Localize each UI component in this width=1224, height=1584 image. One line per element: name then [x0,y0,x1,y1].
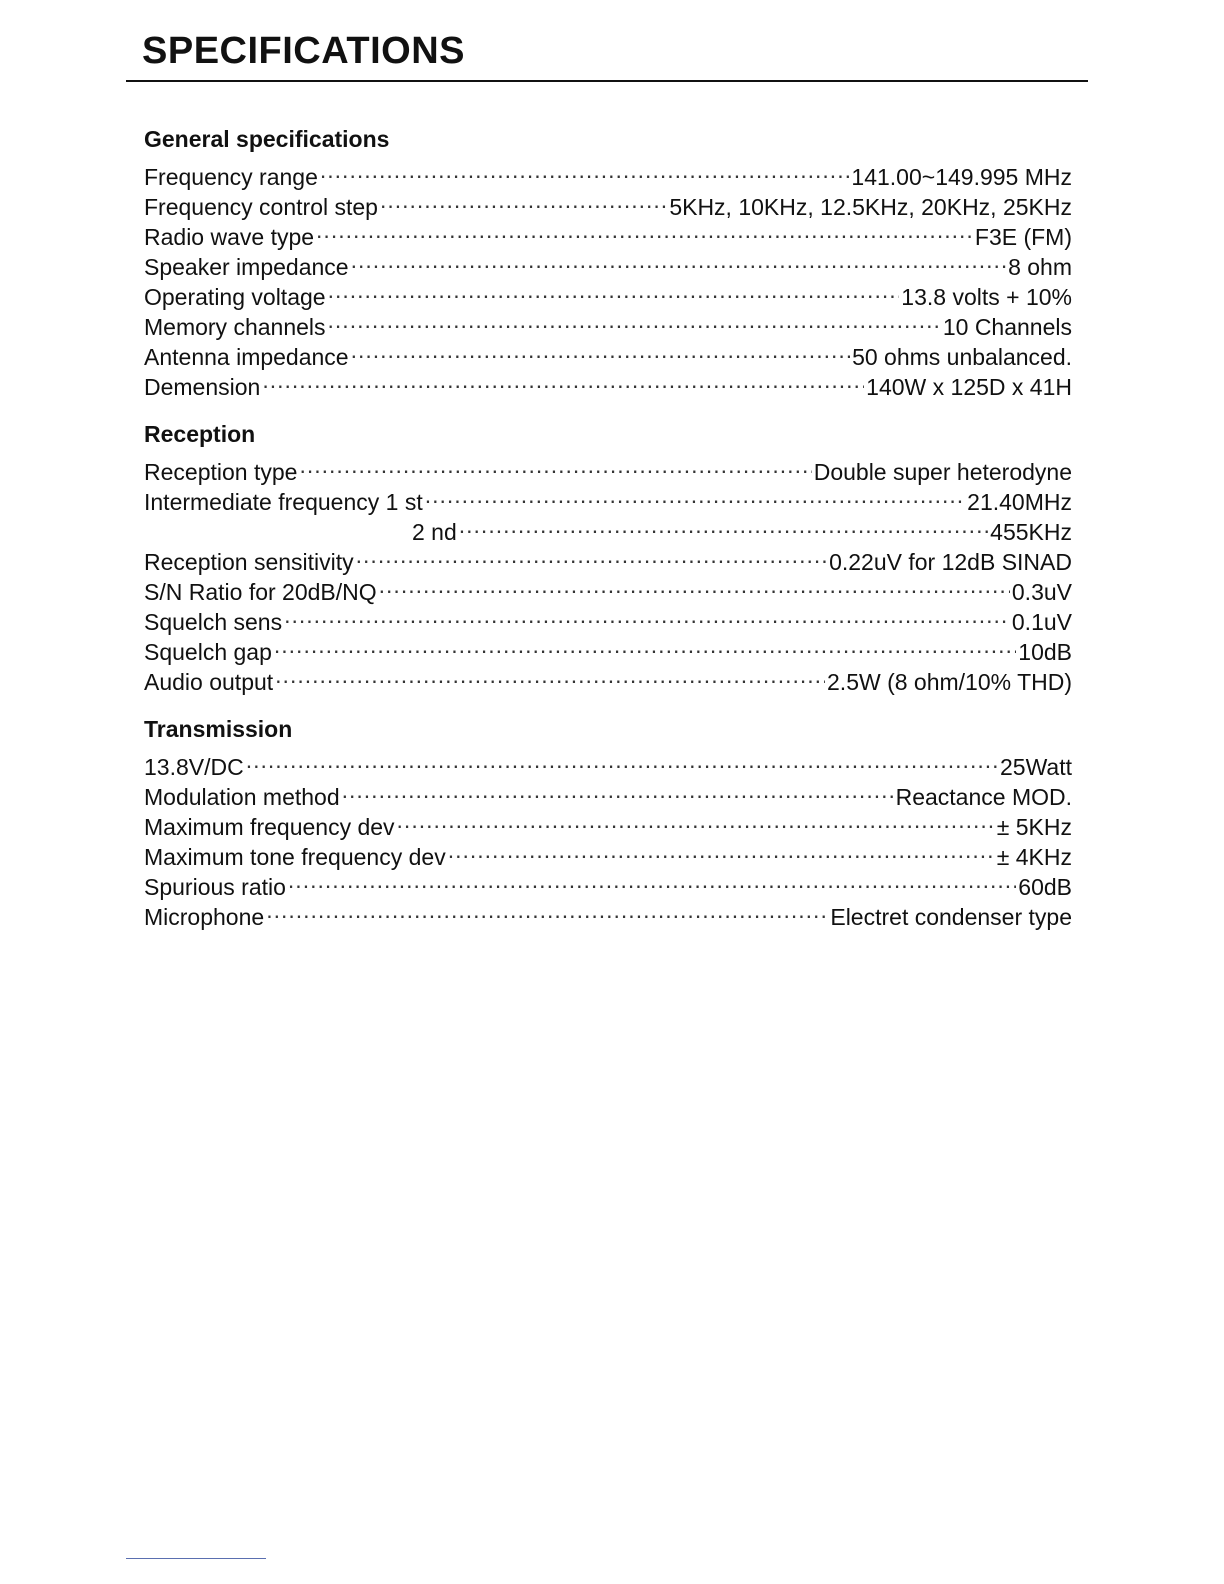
spec-label: Spurious ratio [144,874,286,900]
dot-leader [274,630,1016,660]
dot-leader [342,775,894,805]
spec-value: ± 5KHz [996,814,1072,840]
spec-value: 5KHz, 10KHz, 12.5KHz, 20KHz, 25KHz [669,194,1072,220]
spec-row-modulation-method [144,775,1072,810]
dot-leader [262,365,864,395]
spec-label: Antenna impedance [144,344,349,370]
dot-leader [397,805,995,835]
title-divider [126,80,1088,82]
spec-label: Frequency range [144,164,318,190]
spec-label: S/N Ratio for 20dB/NQ [144,579,377,605]
spec-value: Reactance MOD. [895,784,1072,810]
spec-label: Memory channels [144,314,326,340]
spec-value: 141.00~149.995 MHz [851,164,1072,190]
spec-value: 13.8 volts + 10% [901,284,1072,310]
spec-value: 25Watt [999,754,1072,780]
dot-leader [379,570,1010,600]
spec-label: Frequency control step [144,194,378,220]
spec-value: 0.22uV for 12dB SINAD [829,549,1072,575]
spec-row-audio-output [144,660,1072,695]
section-transmission [144,714,1072,930]
spec-label: Demension [144,374,261,400]
spec-label: Squelch sens [144,609,283,635]
spec-value: 21.40MHz [967,489,1072,515]
dot-leader [459,510,988,540]
spec-value: 2.5W (8 ohm/10% THD) [827,669,1072,695]
spec-content [144,124,1072,949]
spec-label: Radio wave type [144,224,315,250]
spec-row-microphone [144,895,1072,930]
spec-label: Reception type [144,459,298,485]
dot-leader [299,450,811,480]
dot-leader [320,155,850,185]
spec-value: 0.1uV [1011,609,1072,635]
spec-value: ± 4KHz [996,844,1072,870]
dot-leader [288,865,1016,895]
spec-label: Intermediate frequency 1 st [144,489,423,515]
dot-leader [266,895,828,925]
spec-value: 10dB [1018,639,1072,665]
spec-label: Maximum tone frequency dev [144,844,446,870]
spec-value: 10 Channels [942,314,1072,340]
spec-label: Squelch gap [144,639,272,665]
footer-divider [126,1558,266,1559]
spec-row-reception-type [144,450,1072,485]
spec-value: F3E (FM) [974,224,1072,250]
spec-label: Microphone [144,904,265,930]
spec-value: 140W x 125D x 41H [866,374,1072,400]
spec-label: Reception sensitivity [144,549,354,575]
spec-label: Modulation method [144,784,340,810]
dot-leader [356,540,827,570]
spec-label: Maximum frequency dev [144,814,395,840]
dot-leader [328,275,900,305]
spec-label: Audio output [144,669,274,695]
section-title: Reception [144,421,256,447]
spec-value: 0.3uV [1011,579,1072,605]
spec-label: 13.8V/DC [144,754,244,780]
spec-value: 60dB [1018,874,1072,900]
section-title: General specifications [144,126,390,152]
section-title: Transmission [144,716,293,742]
dot-leader [351,335,850,365]
dot-leader [380,185,667,215]
dot-leader [275,660,825,690]
dot-leader [425,480,965,510]
spec-value: 455KHz [990,519,1072,545]
spec-value: 50 ohms unbalanced. [852,344,1072,370]
spec-row-power-output [144,745,1072,780]
spec-value: Double super heterodyne [813,459,1072,485]
spec-row-frequency-range [144,155,1072,190]
spec-value: Electret condenser type [830,904,1072,930]
spec-value: 8 ohm [1008,254,1072,280]
dot-leader [316,215,973,245]
dot-leader [351,245,1006,275]
dot-leader [246,745,998,775]
spec-label: Speaker impedance [144,254,349,280]
dot-leader [328,305,941,335]
dot-leader [448,835,995,865]
spec-row-squelch-gap [144,630,1072,665]
spec-row-squelch-sens [144,600,1072,635]
section-general [144,124,1072,400]
dot-leader [284,600,1010,630]
spec-label: 2 nd [412,519,457,545]
section-reception [144,419,1072,695]
spec-label: Operating voltage [144,284,326,310]
page-title: SPECIFICATIONS [142,30,465,72]
